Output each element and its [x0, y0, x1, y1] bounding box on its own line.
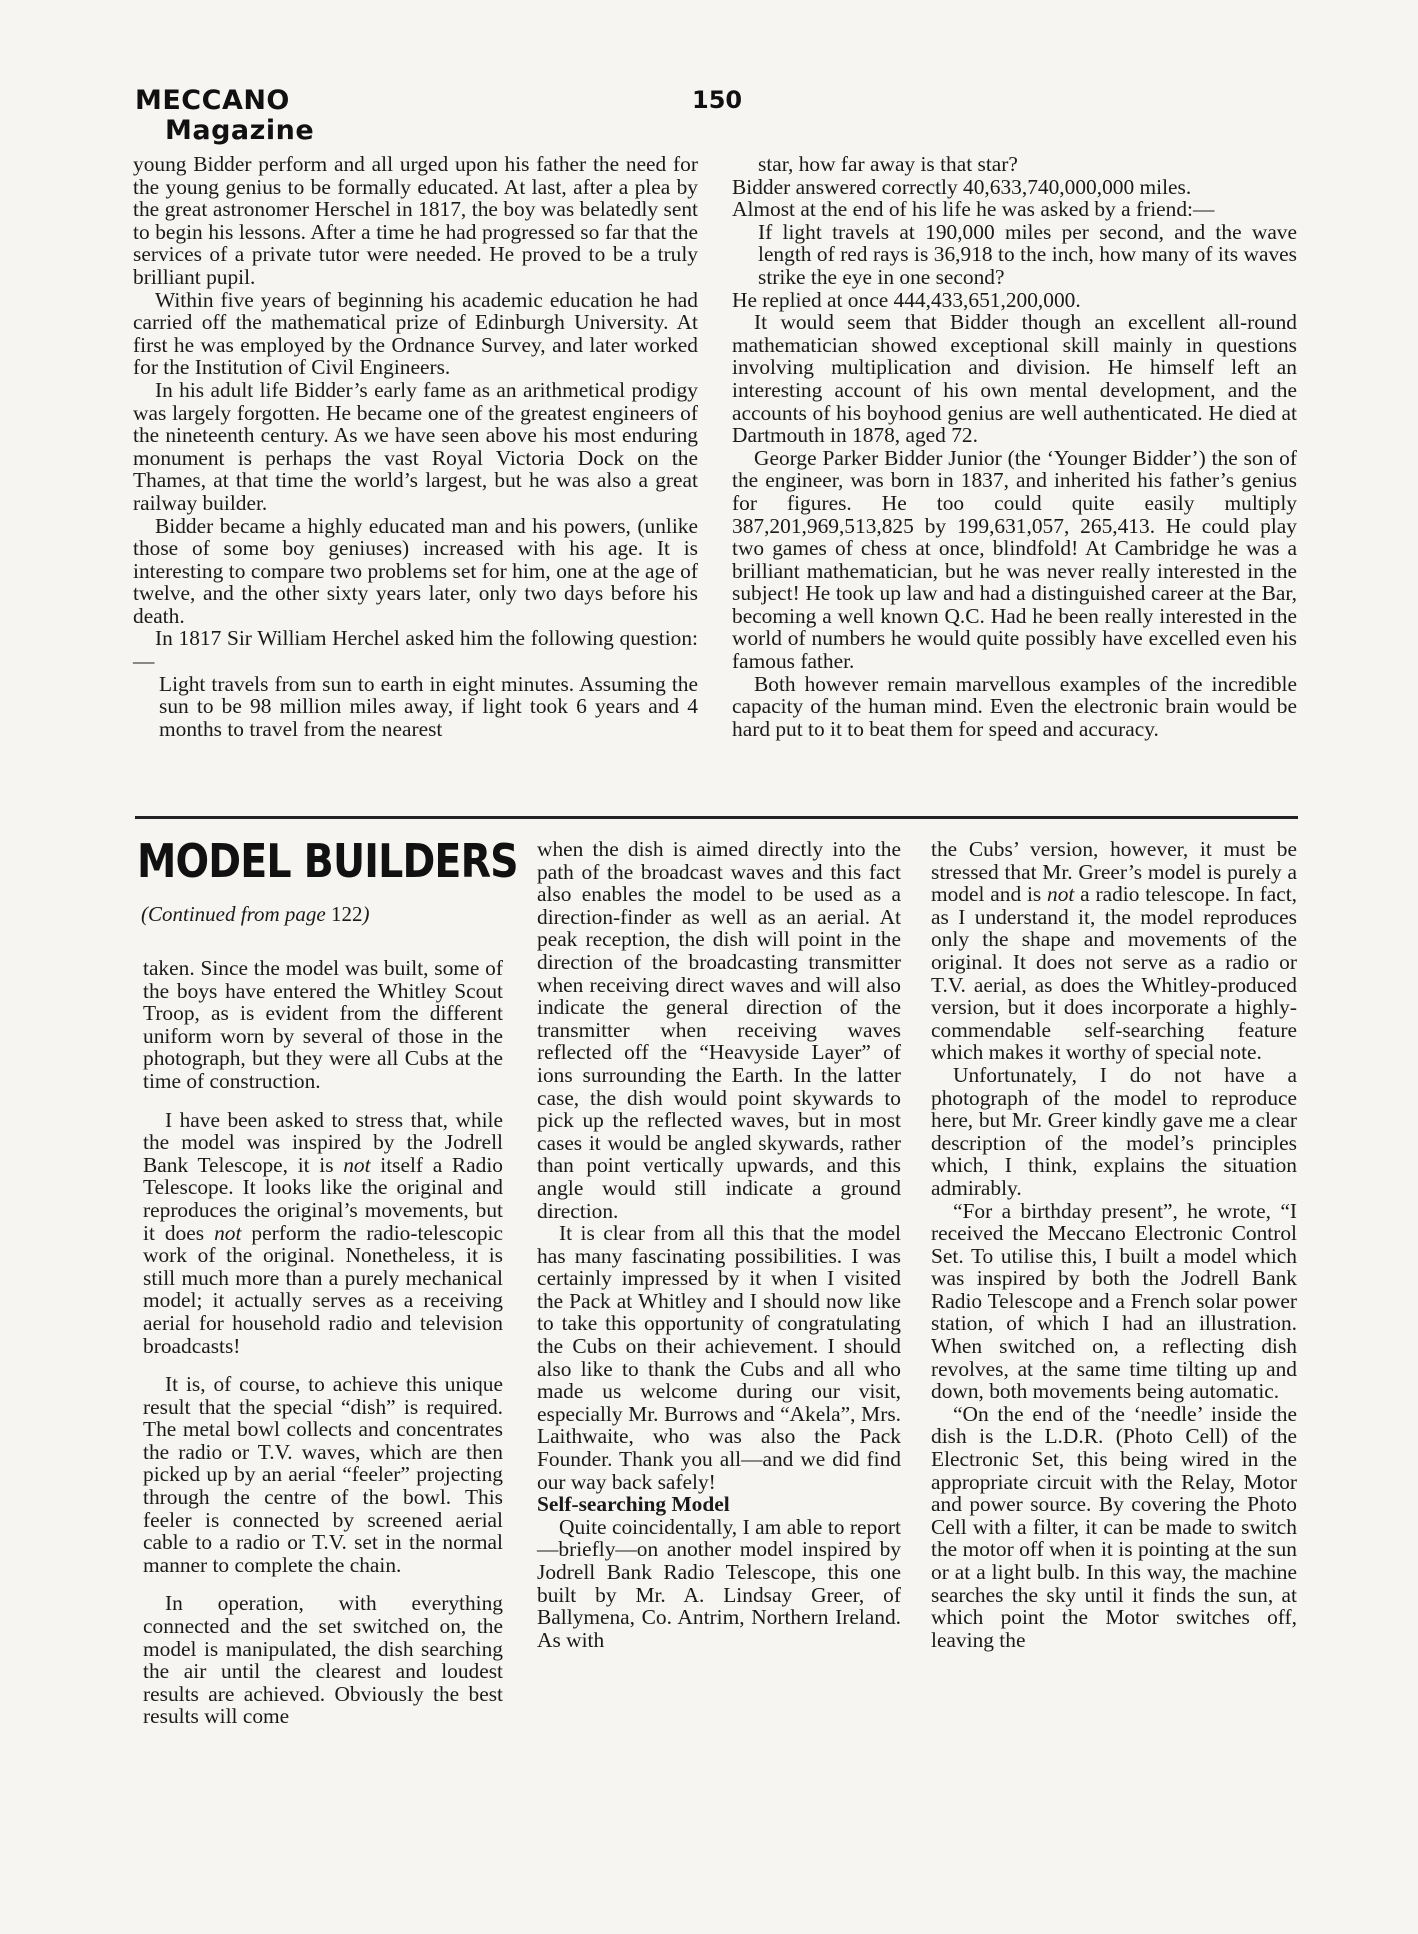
continued-prefix: (Continued from page — [141, 902, 331, 926]
paragraph: “For a birthday present”, he wrote, “I received the Meccano Electronic Control Set. To utilise this, I built a model which was inspired by both the Jodrell Bank Radio Telescope and a French solar power station, of which I had an illustration. When switched on, a reflecting dish revolves, at the same time tilting up and down, both movements being automatic. — [931, 1198, 1297, 1404]
paragraph: In his adult life Bidder’s early fame as an arithmetical prodigy was largely forgotten. He became one of the greatest engineers of the nineteenth century. As we have seen above his most enduring monument is perhaps the vast Royal Victoria Dock on the Thames, at that time the world’s largest, but he was also a great railway builder. — [133, 377, 698, 515]
emphasis: not — [214, 1220, 242, 1245]
paragraph — [143, 1109, 503, 1358]
model-builders-column-3 — [931, 838, 1297, 1651]
paragraph: Bidder became a highly educated man and his powers, (unlike those of some boy geniuses) increased with his age. It is interesting to compare two problems set for him, one at the age of twelve, and the other sixty years later, only two days before his death. — [133, 513, 698, 628]
paragraph: George Parker Bidder Junior (the ‘Younger Bidder’) the son of the engineer, was born in 1837, and inherited his father’s genius for figures. He too could quite easily multiply 387,201,969,513,825 by 199,631,057, 265,413. He could play two games of chess at once, blindfold! At Cambridge he was a brilliant mathematician, but he was never really interested in the subject! He took up law and had a distinguished career at the Bar, becoming a well known Q.C. Had he been really interested in the world of numbers he would quite possibly have excelled even his famous father. — [732, 445, 1297, 674]
paragraph: young Bidder perform and all urged upon his father the need for the young genius to be formally educated. At last, after a plea by the great astronomer Herschel in 1817, the boy was belatedly sent to begin his lessons. After a time he had progressed so far that the services of a private tutor were needed. He proved to be a truly brilliant pupil. — [133, 152, 698, 289]
paragraph: taken. Since the model was built, some of the boys have entered the Whitley Scout Troop, as is evident from the different uniform worn by several of those in the photograph, but they were all Cubs at the time of construction. — [143, 956, 503, 1093]
paragraph: He replied at once 444,433,651,200,000. — [732, 287, 1081, 312]
paragraph — [931, 838, 1297, 1064]
continued-page-number: 122 — [330, 902, 363, 926]
paragraph: In operation, with everything connected and the set switched on, the model is manipulated, the dish searching the air until the clearest and loudest results are achieved. Obviously the best results will come — [143, 1591, 503, 1729]
paragraph: Within five years of beginning his academic education he had carried off the mathematical prize of Edinburgh University. At first he was employed by the Ordnance Survey, and later worked for the Institution of Civil Engineers. — [133, 287, 698, 380]
paragraph: It is clear from all this that the model has many fascinating possibilities. I was certainly impressed by it when I visited the Pack at Whitley and I should now like to take this opportunity of congratulating the Cubs on their achievement. I should also like to thank the Cubs and all who made us welcome during our visit, especially Mr. Burrows and “Akela”, Mrs. Laithwaite, who was also the Pack Founder. Thank you all—and we did find our way back safely! — [537, 1221, 901, 1494]
quoted-problem: star, how far away is that star? — [758, 152, 1018, 176]
paragraph: It would seem that Bidder though an excellent all-round mathematician showed exceptional skill mainly in questions involving multiplication and division. He himself left an interesting account of his own mental development, and the accounts of his boyhood genius are well authenticated. He died at Dartmouth in 1878, aged 72. — [732, 310, 1297, 448]
page-number: 150 — [692, 86, 743, 114]
masthead-title: MECCANO — [135, 85, 290, 116]
paragraph: when the dish is aimed directly into the path of the broadcast waves and this fact also enables the model to be used as a direction-finder as well as an aerial. At peak reception, the dish will point in the direction of the broadcasting transmitter when receiving direct waves and will also indicate the general direction of the transmitter when receiving waves reflected off the “Heavyside Layer” of ions surrounding the Earth. In the latter case, the dish would point skywards to pick up the reflected waves, but in most cases it would be angled skywards, rather than point vertically upwards, and this angle would still indicate a ground direction. — [537, 837, 901, 1223]
text-run: the Cubs’ version, however, it must be stressed that Mr. Greer’s model is purely a model and is — [931, 837, 1297, 907]
top-article-right-column — [732, 153, 1297, 740]
paragraph: “On the end of the ‘needle’ inside the dish is the L.D.R. (Photo Cell) of the Electronic Set, this being wired in the appropriate circuit with the Relay, Motor and power source. By covering the Photo Cell with a filter, it can be made to switch the motor off when it is pointing at the sun or at a light bulb. In this way, the machine searches the sky until it finds the sun, at which point the Motor switches off, leaving the — [931, 1401, 1297, 1652]
text-run: a radio telescope. In fact, as I understand it, the model reproduces only the shape and movements of the original. It does not serve as a radio or T.V. aerial, as does the Whitley-produced version, but it does incorporate a highly-commendable self-searching feature which makes it worthy of special note. — [931, 882, 1297, 1065]
text-run: perform the radio-telescopic work of the original. Nonetheless, it is still much more than a purely mechanical model; it actually serves as a receiving aerial for household radio and television broadcasts! — [143, 1220, 503, 1358]
paragraph: Almost at the end of his life he was asked by a friend:— — [732, 197, 1215, 222]
emphasis: not — [343, 1152, 371, 1177]
masthead — [135, 86, 314, 146]
masthead-subtitle: Magazine — [165, 115, 315, 146]
continued-note — [141, 902, 369, 927]
text-run: itself a Radio Telescope. It looks like the original and reproduces the original’s movements, but it does — [143, 1152, 503, 1245]
section-divider — [135, 816, 1298, 819]
paragraph: It is, of course, to achieve this unique result that the special “dish” is required. The metal bowl collects and concentrates the radio or T.V. waves, which are then picked up by an aerial “feeler” projecting through the centre of the bowl. This feeler is connected by screened aerial cable to a radio or T.V. set in the normal manner to complete the chain. — [143, 1372, 503, 1577]
continued-suffix: ) — [362, 902, 370, 926]
paragraph: Both however remain marvellous examples of the incredible capacity of the human mind. Even the electronic brain would be hard put to it to beat them for speed and accuracy. — [732, 671, 1297, 741]
quoted-problem: If light travels at 190,000 miles per second, and the wave length of red rays is 36,918 to the inch, how many of its waves strike the eye in one second? — [758, 219, 1297, 289]
subheading: Self-searching Model — [537, 1492, 730, 1517]
text-run: I have been asked to stress that, while the model was inspired by the Jodrell Bank Telescope, it is — [143, 1107, 503, 1177]
article-headline: MODEL BUILDERS — [137, 834, 518, 888]
paragraph: Unfortunately, I do not have a photograph of the model to reproduce here, but Mr. Greer kindly gave me a clear description of the model’s principles which, I think, explains the situation admirably. — [931, 1062, 1297, 1200]
paragraph: In 1817 Sir William Herchel asked him the following question:— — [133, 626, 698, 674]
model-builders-column-2 — [537, 838, 901, 1651]
model-builders-column-1 — [143, 957, 503, 1728]
paragraph: Quite coincidentally, I am able to report—briefly—on another model inspired by Jodrell Bank Radio Telescope, this one built by Mr. A. Lindsay Greer, of Ballymena, Co. Antrim, Northern Ireland. As with — [537, 1514, 901, 1652]
paragraph: Bidder answered correctly 40,633,740,000,000 miles. — [732, 174, 1192, 199]
quoted-problem: Light travels from sun to earth in eight minutes. Assuming the sun to be 98 million miles away, if light took 6 years and 4 months to travel from the nearest — [159, 671, 698, 741]
top-article-left-column — [133, 153, 698, 740]
emphasis: not — [1047, 882, 1075, 907]
